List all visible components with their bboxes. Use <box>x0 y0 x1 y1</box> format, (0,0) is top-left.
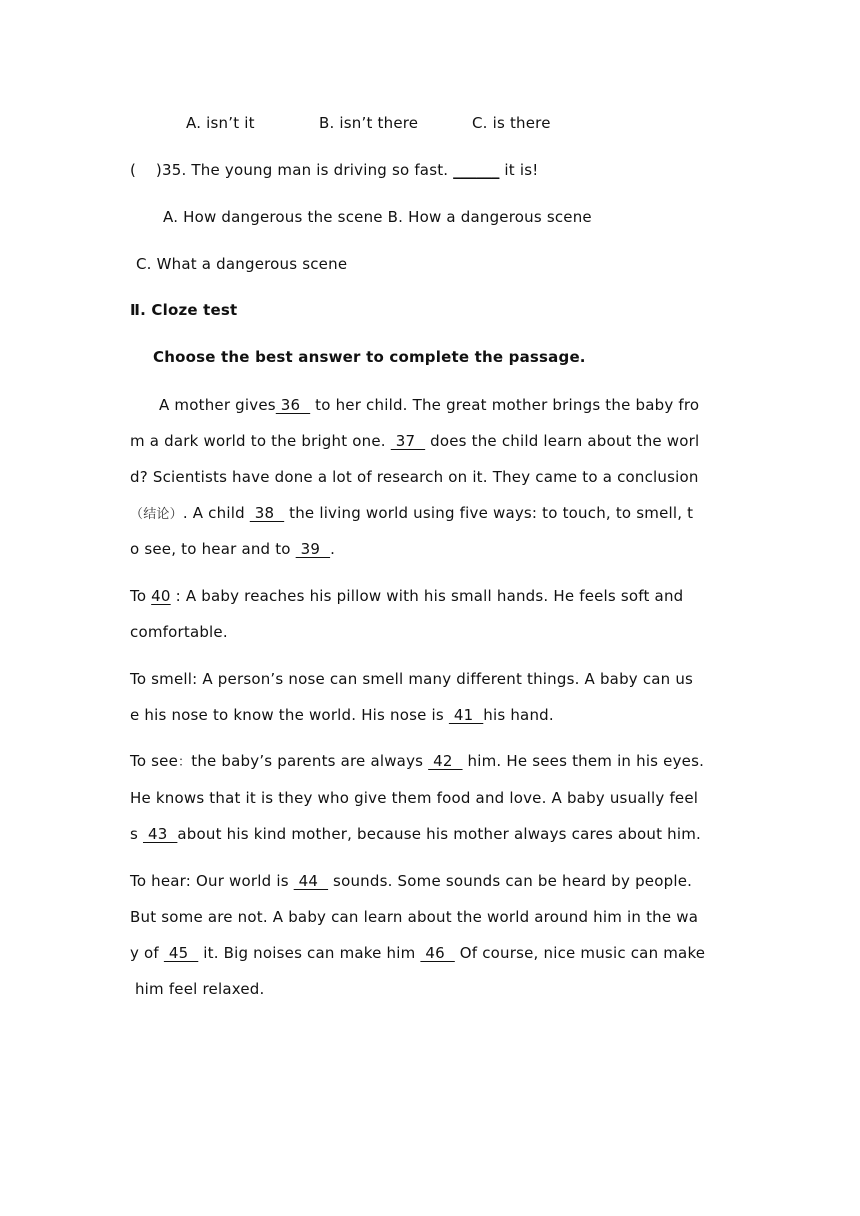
q35-options-ab: A. How dangerous the scene B. How a dangerous scene <box>163 208 592 226</box>
passage-p3-line2 <box>130 705 554 725</box>
passage-p5-line1 <box>130 871 692 891</box>
passage-p5-line4: him feel relaxed. <box>130 980 265 998</box>
passage-p3-line1: To smell: A person’s nose can smell many different things. A baby can us <box>130 670 694 688</box>
conclusion-gloss: （结论） <box>130 507 183 522</box>
passage-p2-line2: comfortable. <box>130 623 228 641</box>
text: his hand. <box>483 706 554 724</box>
blank-36: 36 <box>275 396 311 414</box>
q35-stem-after: it is! <box>499 161 539 179</box>
text: to her child. The great mother brings the baby fro <box>310 396 700 414</box>
text: about his kind mother, because his mother always cares about him. <box>177 825 702 843</box>
section-title: Ⅱ. Cloze test <box>130 301 238 319</box>
text: . <box>330 540 336 558</box>
passage-p2-line1 <box>130 586 683 606</box>
blank-44: 44 <box>293 872 329 890</box>
text: the living world using five ways: to touch, to smell, t <box>284 504 694 522</box>
colon: ： <box>178 755 192 770</box>
passage-p1-line4 <box>130 503 693 525</box>
q35-paren: ( <box>130 161 137 179</box>
passage-p1-line5 <box>130 539 335 559</box>
text: sounds. Some sounds can be heard by people. <box>328 872 693 890</box>
text: To <box>130 587 152 605</box>
text: To hear: Our world is <box>130 872 294 890</box>
passage-p4-line2: He knows that it is they who give them food and love. A baby usually feel <box>130 789 699 807</box>
blank-41: 41 <box>448 706 484 724</box>
blank-40: 40 <box>151 587 171 605</box>
text: A mother gives <box>159 396 276 414</box>
text: does the child learn about the worl <box>425 432 700 450</box>
passage-p4-line1 <box>130 751 704 773</box>
passage-p1-line2 <box>130 431 699 451</box>
q34-option-b: B. isn’t there <box>319 114 419 132</box>
text: s <box>130 825 143 843</box>
blank-39: 39 <box>295 540 331 558</box>
blank-43: 43 <box>142 825 178 843</box>
q34-option-a: A. isn’t it <box>186 114 255 132</box>
text: . A child <box>182 504 250 522</box>
passage-p1-line3: d? Scientists have done a lot of research on it. They came to a conclusion <box>130 468 699 486</box>
text: To see <box>130 752 179 770</box>
passage-p1-line1 <box>159 395 699 415</box>
q35-stem <box>130 160 538 180</box>
text: m a dark world to the bright one. <box>130 432 391 450</box>
text: o see, to hear and to <box>130 540 296 558</box>
text: Of course, nice music can make <box>454 944 706 962</box>
q35-blank: ______ <box>453 161 500 179</box>
section-instruction: Choose the best answer to complete the passage. <box>153 348 586 366</box>
blank-45: 45 <box>163 944 199 962</box>
q35-option-c: C. What a dangerous scene <box>136 255 348 273</box>
passage-p5-line2: But some are not. A baby can learn about the world around him in the wa <box>130 908 699 926</box>
text: it. Big noises can make him <box>198 944 421 962</box>
blank-42: 42 <box>428 752 463 770</box>
blank-46: 46 <box>420 944 455 962</box>
blank-38: 38 <box>249 504 285 522</box>
text: : A baby reaches his pillow with his small hands. He feels soft and <box>170 587 684 605</box>
q34-option-c: C. is there <box>472 114 551 132</box>
text: the baby’s parents are always <box>191 752 429 770</box>
passage-p4-line3 <box>130 824 701 844</box>
text: him. He sees them in his eyes. <box>462 752 705 770</box>
blank-37: 37 <box>390 432 426 450</box>
passage-p5-line3 <box>130 943 705 963</box>
text: e his nose to know the world. His nose is <box>130 706 449 724</box>
text: y of <box>130 944 164 962</box>
q35-stem-before: )35. The young man is driving so fast. <box>136 161 454 179</box>
